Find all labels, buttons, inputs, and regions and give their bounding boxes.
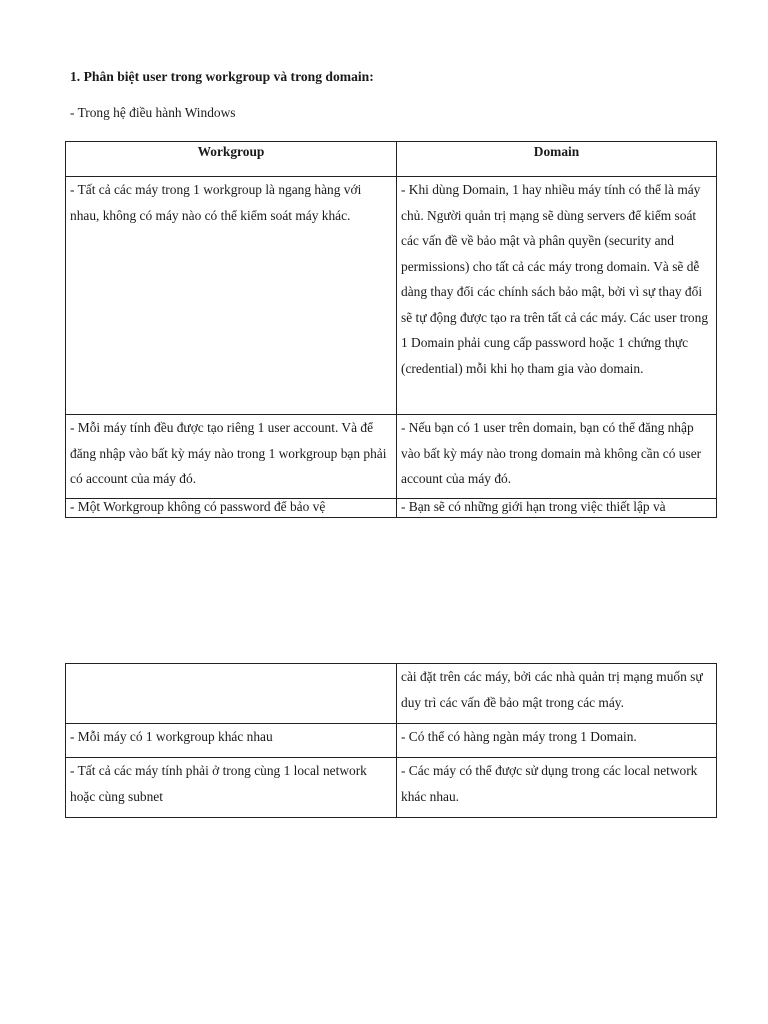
domain-cell: - Bạn sẽ có những giới hạn trong việc thiết lập và (397, 499, 717, 518)
workgroup-cell: - Mỗi máy có 1 workgroup khác nhau (66, 724, 397, 758)
domain-cell: cài đặt trên các máy, bởi các nhà quản trị mạng muốn sự duy trì các vấn đề bảo mật trong các máy. (397, 664, 717, 724)
workgroup-cell: - Tất cả các máy trong 1 workgroup là ngang hàng với nhau, không có máy nào có thể kiểm soát máy khác. (66, 177, 397, 415)
table-row (66, 177, 717, 415)
domain-cell: - Có thể có hàng ngàn máy trong 1 Domain. (397, 724, 717, 758)
table-row (66, 664, 717, 724)
table-row (66, 499, 717, 518)
table-row (66, 724, 717, 758)
domain-cell: - Nếu bạn có 1 user trên domain, bạn có thể đăng nhập vào bất kỳ máy nào trong domain mà không cần có user account của máy đó. (397, 415, 717, 499)
comparison-table-part-2 (65, 663, 717, 818)
workgroup-cell: - Tất cả các máy tính phải ở trong cùng 1 local network hoặc cùng subnet (66, 758, 397, 818)
comparison-table-part-1 (65, 141, 717, 518)
table-row (66, 758, 717, 818)
table-header-row (66, 142, 717, 177)
workgroup-cell: - Mỗi máy tính đều được tạo riêng 1 user account. Và để đăng nhập vào bất kỳ máy nào trong 1 workgroup bạn phải có account của máy đó. (66, 415, 397, 499)
workgroup-cell: - Một Workgroup không có password để bảo vệ (66, 499, 397, 518)
workgroup-cell (66, 664, 397, 724)
table-row (66, 415, 717, 499)
domain-cell: - Khi dùng Domain, 1 hay nhiều máy tính có thể là máy chủ. Người quản trị mạng sẽ dùng servers để kiểm soát các vấn đề về bảo mật và phân quyền (security and permissions) cho tất cả các máy trong domain. Và sẽ dễ dàng thay đổi các chính sách bảo mật, bởi vì sự thay đổi sẽ tự động được tạo ra trên tất cả các máy. Các user trong 1 Domain phải cung cấp password hoặc 1 chứng thực (credential) mỗi khi họ tham gia vào domain. (397, 177, 717, 415)
domain-cell: - Các máy có thể được sử dụng trong các local network khác nhau. (397, 758, 717, 818)
column-header-workgroup: Workgroup (66, 142, 397, 177)
section-subheading: - Trong hệ điều hành Windows (70, 105, 236, 120)
column-header-domain: Domain (397, 142, 717, 177)
section-heading: 1. Phân biệt user trong workgroup và trong domain: (70, 69, 374, 84)
